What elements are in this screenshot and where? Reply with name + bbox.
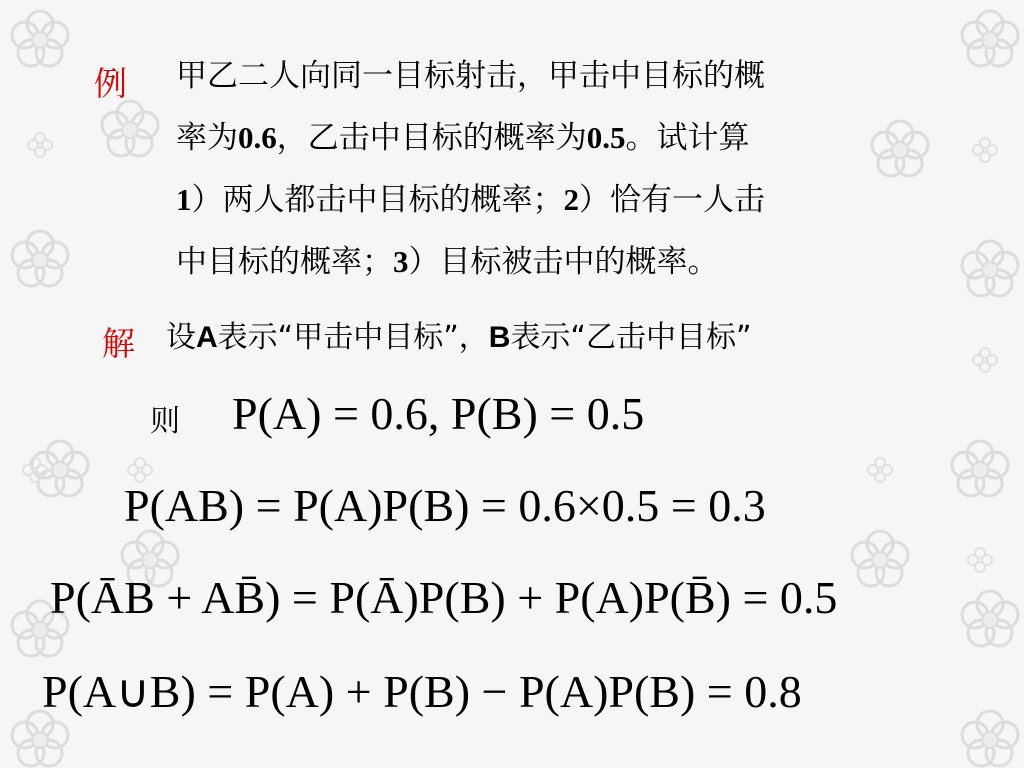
- formula-exactly-one-hit: P(ĀB + AB̄) = P(Ā)P(B) + P(A)P(B̄) = 0.5: [50, 572, 838, 623]
- problem-text: ）目标被击中的概率。: [408, 244, 719, 280]
- problem-text: 甲乙二人向同一目标射击，甲击中目标的概: [176, 58, 765, 94]
- solution-text: 表示“乙击中目标”: [510, 320, 752, 355]
- formula-target-hit: P(A∪B) = P(A) + P(B) − P(A)P(B) = 0.8: [42, 666, 802, 717]
- event-a-variable: A: [196, 321, 218, 354]
- formula-given-probabilities: P(A) = 0.6, P(B) = 0.5: [232, 388, 645, 439]
- example-tag: 例: [94, 64, 127, 103]
- probability-value: 0.5: [586, 120, 626, 155]
- problem-text: ）恰有一人击: [579, 182, 765, 218]
- question-number: 3: [393, 244, 409, 279]
- event-b-variable: B: [488, 321, 511, 354]
- solution-text: 表示“甲击中目标”，: [217, 320, 489, 355]
- problem-line-4: [176, 242, 719, 282]
- problem-line-1: [176, 56, 765, 96]
- problem-text: 率为: [176, 120, 238, 156]
- solution-tag: 解: [102, 324, 135, 363]
- then-label: 则: [150, 404, 180, 439]
- problem-text: 。试计算: [625, 120, 750, 156]
- question-number: 2: [563, 182, 579, 217]
- problem-text: ，乙击中目标的概率为: [276, 120, 587, 156]
- problem-line-2: [176, 118, 750, 158]
- formula-both-hit: P(AB) = P(A)P(B) = 0.6×0.5 = 0.3: [124, 480, 766, 531]
- problem-line-3: [176, 180, 765, 220]
- problem-text: ）两人都击中目标的概率；: [191, 182, 564, 218]
- solution-definition: [166, 316, 752, 360]
- solution-text: 设: [166, 320, 196, 355]
- problem-text: 中目标的概率；: [176, 244, 393, 280]
- question-number: 1: [176, 182, 192, 217]
- probability-value: 0.6: [238, 120, 277, 155]
